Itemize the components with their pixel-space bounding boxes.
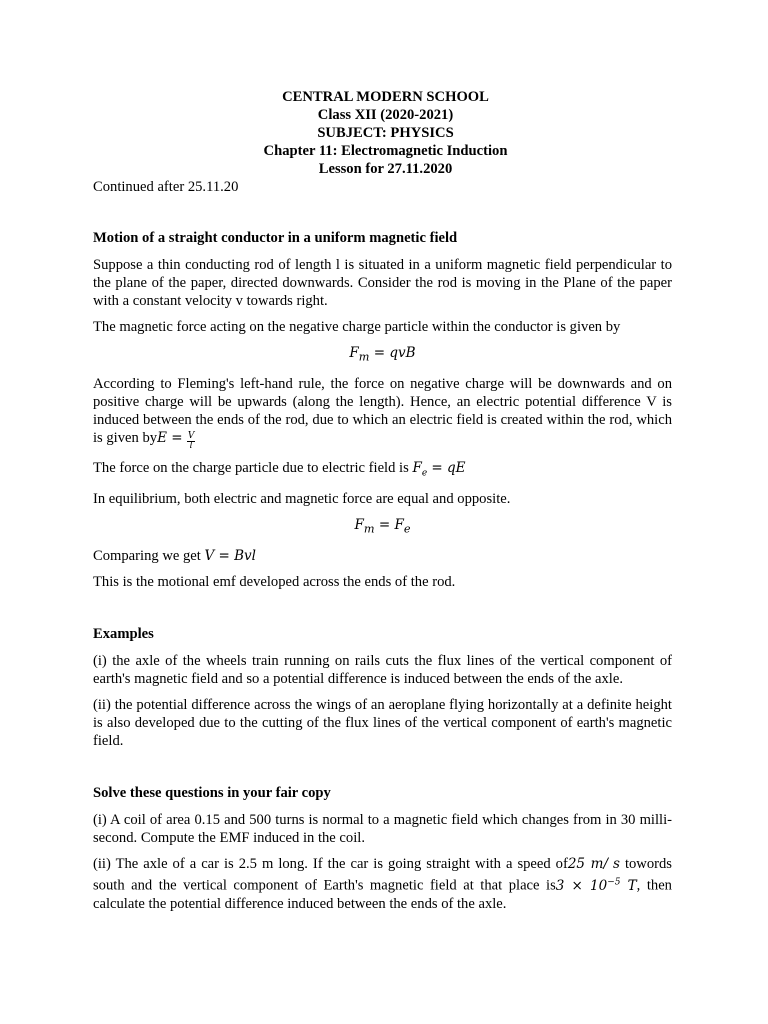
chapter-label: Chapter 11: Electromagnetic Induction: [263, 143, 508, 159]
school-name: CENTRAL MODERN SCHOOL: [282, 89, 489, 105]
paragraph-magnetic-force: The magnetic force acting on the negative charge particle within the conductor is given by: [93, 319, 621, 335]
question-item: (i) A coil of area 0.15 and 500 turns is normal to a magnetic field which changes from in 30 milli-second. Compute the EMF induced in the coil.: [93, 812, 672, 847]
example-item: (ii) the potential difference across the wings of an aeroplane flying horizontally at a definite height is also developed due to the cutting of the flux lines of the vertical component of earth's magnetic field.: [93, 697, 672, 750]
question-item: (ii) The axle of a car is 2.5 m long. If the car is going straight with a speed of25 m/ s towords south and the vertical component of Earth's magnetic field at that place $is3 \times 10^{-5}$ T, then calculate the potential difference induced between the ends of the axle.: [93, 856, 672, 912]
paragraph-rod-setup: Suppose a thin conducting rod of length l is situated in a uniform magnetic field perpendicular to the plane of the paper, directed downwards. Consider the rod is moving in the Plane of the paper with a constant velocity v towards right.: [93, 257, 672, 309]
paragraph-equilibrium: In equilibrium, both electric and magnetic force are equal and opposite.: [93, 491, 511, 508]
equation-magnetic-force: $F_m$ = qvB: [349, 345, 416, 364]
fraction-v-over-l: $\frac{V}{l}$: [187, 430, 195, 451]
subject-label: SUBJECT: PHYSICS: [317, 125, 454, 141]
paragraph-comparing: Comparing we get V = Bvl: [93, 548, 256, 565]
section-heading-motion: Motion of a straight conductor in a uniform magnetic field: [93, 230, 458, 246]
paragraph-electric-force: The force on the charge particle due to electric field is $F_e$ = qE: [93, 459, 466, 479]
questions-heading: Solve these questions in your fair copy: [93, 785, 331, 802]
class-label: Class XII (2020-2021): [317, 107, 454, 123]
paragraph-fleming-rule: According to Fleming's left-hand rule, the force on negative charge will be downwards and on positive charge will be upwards (along the length). Hence, an electric potential difference V is induced between the ends of the rod, due to which an electric field is created within the rod, which is given byE = $\frac{V}{l}$: [93, 375, 672, 451]
continued-note: Continued after 25.11.20: [93, 179, 239, 195]
examples-heading: Examples: [93, 626, 154, 643]
example-item: (i) the axle of the wheels train running on rails cuts the flux lines of the vertical component of earth's magnetic field and so a potential difference is induced between the ends of the axle.: [93, 653, 672, 688]
lesson-label: Lesson for 27.11.2020: [318, 161, 453, 177]
equation-force-balance: $F_m = F_e$: [354, 517, 411, 537]
document-header: [99, 88, 672, 178]
paragraph-motional-emf: This is the motional emf developed across the ends of the rod.: [93, 574, 456, 591]
